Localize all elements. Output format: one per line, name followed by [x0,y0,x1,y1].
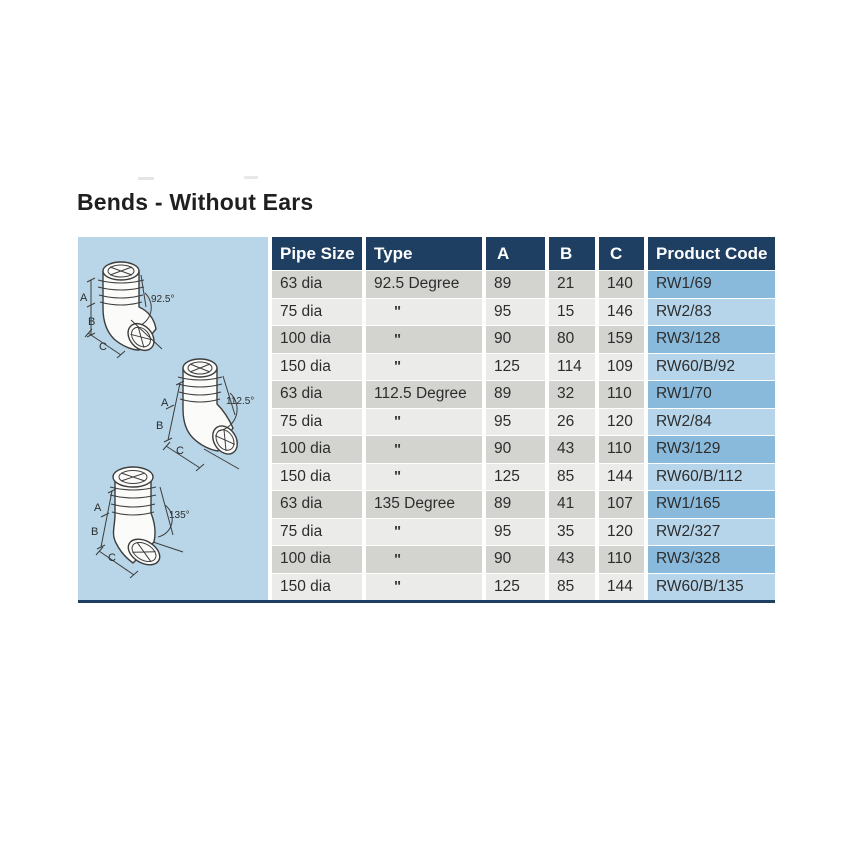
cell-product-code: RW2/83 [648,299,775,326]
dim-label-c: C [176,445,184,457]
cell-product-code: RW2/327 [648,519,775,546]
dim-label-c: C [99,341,107,353]
cell-product-code: RW3/129 [648,436,775,463]
cell-a: 95 [486,299,545,326]
cell-pipe-size: 150 dia [272,464,362,491]
cell-a: 125 [486,354,545,381]
cell-product-code: RW1/70 [648,381,775,408]
cell-pipe-size: 150 dia [272,574,362,601]
cell-b: 85 [549,574,595,601]
cell-c: 144 [599,574,644,601]
cell-pipe-size: 63 dia [272,271,362,298]
cell-pipe-size: 75 dia [272,299,362,326]
cell-product-code: RW3/328 [648,546,775,573]
cell-pipe-size: 100 dia [272,546,362,573]
cell-type: " [366,436,482,463]
bends-table [272,237,775,600]
column-header-product-code: Product Code [648,237,775,270]
cell-c: 110 [599,436,644,463]
dim-label-a: A [161,397,169,409]
diagram-panel [78,237,268,600]
page-title: Bends - Without Ears [77,189,314,215]
cell-b: 41 [549,491,595,518]
cell-b: 80 [549,326,595,353]
dim-label-a: A [94,502,102,514]
cell-b: 21 [549,271,595,298]
cell-a: 89 [486,491,545,518]
cell-b: 15 [549,299,595,326]
column-header-a: A [486,237,545,270]
cell-a: 90 [486,326,545,353]
cell-product-code: RW2/84 [648,409,775,436]
angle-label: 92.5° [151,294,175,305]
cell-type: " [366,409,482,436]
bend-diagram-135 [78,451,268,597]
cell-type: " [366,299,482,326]
cell-pipe-size: 100 dia [272,326,362,353]
scan-artifact [138,177,154,180]
cell-pipe-size: 100 dia [272,436,362,463]
cell-product-code: RW60/B/92 [648,354,775,381]
cell-c: 120 [599,519,644,546]
column-header-type: Type [366,237,482,270]
cell-pipe-size: 75 dia [272,409,362,436]
cell-type: " [366,326,482,353]
cell-c: 120 [599,409,644,436]
cell-type: " [366,546,482,573]
cell-a: 90 [486,546,545,573]
cell-product-code: RW1/69 [648,271,775,298]
cell-c: 107 [599,491,644,518]
cell-c: 159 [599,326,644,353]
dim-label-b: B [88,316,96,328]
cell-c: 110 [599,381,644,408]
cell-a: 90 [486,436,545,463]
cell-b: 43 [549,546,595,573]
column-header-pipe-size: Pipe Size [272,237,362,270]
dim-label-b: B [91,526,99,538]
cell-type: " [366,519,482,546]
dim-label-c: C [108,552,116,564]
cell-type: 92.5 Degree [366,271,482,298]
cell-a: 95 [486,519,545,546]
angle-label: 112.5° [226,396,255,407]
cell-a: 89 [486,271,545,298]
column-header-c: C [599,237,644,270]
dim-label-b: B [156,420,164,432]
cell-type: " [366,574,482,601]
cell-a: 95 [486,409,545,436]
cell-b: 35 [549,519,595,546]
cell-b: 43 [549,436,595,463]
scan-artifact [244,176,258,179]
cell-c: 144 [599,464,644,491]
cell-a: 125 [486,464,545,491]
cell-product-code: RW3/128 [648,326,775,353]
cell-pipe-size: 75 dia [272,519,362,546]
cell-product-code: RW60/B/135 [648,574,775,601]
bends-section [78,237,775,600]
cell-product-code: RW60/B/112 [648,464,775,491]
cell-c: 109 [599,354,644,381]
cell-a: 89 [486,381,545,408]
cell-type: " [366,464,482,491]
cell-pipe-size: 63 dia [272,381,362,408]
cell-product-code: RW1/165 [648,491,775,518]
bend-diagram-92-5 [78,245,268,363]
dim-label-a: A [80,292,88,304]
cell-pipe-size: 63 dia [272,491,362,518]
cell-c: 140 [599,271,644,298]
cell-b: 26 [549,409,595,436]
cell-b: 32 [549,381,595,408]
angle-label: 135° [169,510,190,521]
cell-type: 135 Degree [366,491,482,518]
cell-c: 110 [599,546,644,573]
cell-b: 85 [549,464,595,491]
cell-a: 125 [486,574,545,601]
cell-c: 146 [599,299,644,326]
cell-type: " [366,354,482,381]
column-header-b: B [549,237,595,270]
cell-pipe-size: 150 dia [272,354,362,381]
cell-type: 112.5 Degree [366,381,482,408]
bottom-border [78,600,775,603]
cell-b: 114 [549,354,595,381]
